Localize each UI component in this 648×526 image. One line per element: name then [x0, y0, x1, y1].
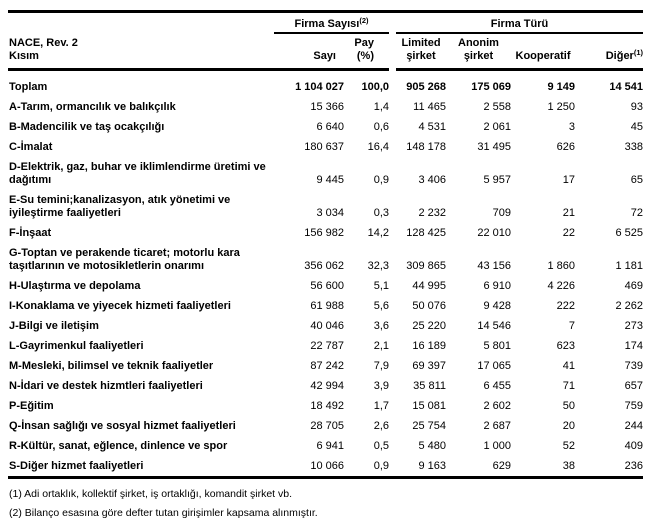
cell-value: 71 — [562, 380, 575, 392]
cell-value: 0,9 — [373, 174, 389, 186]
cell-value: 180 637 — [304, 141, 344, 153]
col-header-sayi: Sayı — [274, 33, 344, 70]
cell-value: 22 010 — [477, 227, 511, 239]
row-label: F-İnşaat — [9, 227, 52, 239]
cell-value: 1 000 — [483, 440, 511, 452]
row-label: Toplam — [9, 81, 48, 93]
table-body — [8, 70, 643, 478]
col-header-kooperatif: Kooperatif — [511, 33, 575, 70]
column-gap — [389, 396, 396, 416]
cell-value: 5 480 — [418, 440, 446, 452]
column-gap — [389, 97, 396, 117]
cell-value: 409 — [624, 440, 644, 452]
footnote-2: (2) Bilanço esasına göre defter tutan girişimler kapsama alınmıştır. — [9, 507, 318, 519]
cell-value: 626 — [556, 141, 575, 153]
col-header-pay — [344, 33, 389, 70]
cell-value: 17 — [562, 174, 575, 186]
cell-value: 905 268 — [406, 81, 446, 93]
row-label: N-İdari ve destek hizmtleri faaliyetleri — [9, 380, 203, 392]
cell-value: 7 — [568, 320, 575, 332]
cell-value: 87 242 — [310, 360, 344, 372]
pay-header-line1: Pay — [354, 37, 374, 49]
cell-value: 3,6 — [373, 320, 389, 332]
column-gap — [389, 336, 396, 356]
column-gap — [389, 456, 396, 478]
column-gap — [389, 70, 396, 98]
cell-value: 56 600 — [310, 280, 344, 292]
table-row — [8, 456, 643, 478]
table-header — [8, 12, 643, 70]
firm-count-group-label: Firma Sayısı — [294, 18, 360, 30]
pay-header-line2: (%) — [356, 50, 374, 62]
column-gap — [389, 276, 396, 296]
cell-value: 65 — [630, 174, 644, 186]
cell-value: 6 640 — [316, 121, 344, 133]
cell-value: 244 — [624, 420, 644, 432]
cell-value: 44 995 — [412, 280, 446, 292]
cell-value: 222 — [556, 300, 575, 312]
cell-value: 1,4 — [373, 101, 389, 113]
cell-value: 1 860 — [547, 260, 575, 272]
row-label: Q-İnsan sağlığı ve sosyal hizmet faaliyetleri — [9, 420, 236, 432]
cell-value: 18 492 — [310, 400, 344, 412]
row-label: C-İmalat — [9, 141, 53, 153]
cell-value: 72 — [630, 207, 644, 219]
cell-value: 156 982 — [304, 227, 344, 239]
limited-header-line2: şirket — [406, 50, 436, 62]
cell-value: 14 546 — [477, 320, 511, 332]
cell-value: 25 220 — [412, 320, 446, 332]
column-gap — [389, 137, 396, 157]
row-label: S-Diğer hizmet faaliyetleri — [9, 460, 144, 472]
cell-value: 469 — [624, 280, 644, 292]
table-row — [8, 436, 643, 456]
firm-statistics-table — [8, 10, 643, 479]
table-row — [8, 276, 643, 296]
cell-value: 45 — [630, 121, 644, 133]
row-label: A-Tarım, ormancılık ve balıkçılık — [9, 101, 176, 113]
cell-value: 61 988 — [310, 300, 344, 312]
cell-value: 15 366 — [310, 101, 344, 113]
cell-value: 273 — [624, 320, 644, 332]
cell-value: 623 — [556, 340, 575, 352]
cell-value: 93 — [630, 101, 644, 113]
column-gap — [389, 190, 396, 223]
table-row — [8, 416, 643, 436]
row-label: I-Konaklama ve yiyecek hizmeti faaliyetleri — [9, 300, 231, 312]
cell-value: 2 232 — [418, 207, 446, 219]
cell-value: 41 — [562, 360, 575, 372]
column-gap — [389, 436, 396, 456]
cell-value: 1 104 027 — [295, 81, 344, 93]
table-row — [8, 190, 643, 223]
cell-value: 148 178 — [406, 141, 446, 153]
cell-value: 5 957 — [483, 174, 511, 186]
row-label: M-Mesleki, bilimsel ve teknik faaliyetler — [9, 360, 214, 372]
cell-value: 15 081 — [412, 400, 446, 412]
anonim-header-line2: şirket — [463, 50, 494, 62]
row-label: P-Eğitim — [9, 400, 54, 412]
cell-value: 2 061 — [483, 121, 511, 133]
cell-value: 759 — [624, 400, 644, 412]
cell-value: 2 687 — [483, 420, 511, 432]
cell-value: 174 — [624, 340, 644, 352]
cell-value: 2 262 — [615, 300, 644, 312]
cell-value: 43 156 — [477, 260, 511, 272]
cell-value: 5 801 — [483, 340, 511, 352]
firm-type-group-header — [396, 12, 643, 34]
table-row — [8, 376, 643, 396]
footnotes — [9, 488, 648, 520]
column-gap — [389, 296, 396, 316]
col-header-anonim — [446, 33, 511, 70]
cell-value: 50 — [562, 400, 575, 412]
column-gap — [389, 223, 396, 243]
cell-value: 20 — [562, 420, 575, 432]
firm-type-group-label: Firma Türü — [490, 18, 549, 30]
nace-header-line1: NACE, Rev. 2 — [9, 37, 78, 49]
diger-header-label: Diğer — [605, 50, 634, 62]
row-label: R-Kültür, sanat, eğlence, dinlence ve spor — [9, 440, 228, 452]
column-gap — [389, 243, 396, 276]
cell-value: 3 034 — [316, 207, 344, 219]
cell-value: 657 — [624, 380, 644, 392]
row-label: L-Gayrimenkul faaliyetleri — [9, 340, 144, 352]
row-label: D-Elektrik, gaz, buhar ve iklimlendirme üretimi ve dağıtımı — [9, 161, 266, 186]
cell-value: 28 705 — [310, 420, 344, 432]
limited-header-line1: Limited — [401, 37, 441, 49]
cell-value: 5,6 — [373, 300, 389, 312]
cell-value: 6 910 — [483, 280, 511, 292]
nace-section-header — [8, 12, 274, 70]
nace-header-line2: Kısım — [9, 50, 39, 62]
cell-value: 40 046 — [310, 320, 344, 332]
col-header-diger — [575, 33, 643, 70]
anonim-header-line1: Anonim — [458, 37, 499, 49]
firm-count-group-header — [274, 12, 389, 34]
cell-value: 175 069 — [471, 81, 511, 93]
cell-value: 69 397 — [412, 360, 446, 372]
table-row — [8, 157, 643, 190]
diger-footnote-marker: (1) — [633, 48, 644, 57]
table-row — [8, 243, 643, 276]
cell-value: 22 — [562, 227, 575, 239]
cell-value: 0,9 — [373, 460, 389, 472]
table-row — [8, 396, 643, 416]
firm-count-footnote-marker: (2) — [359, 16, 369, 25]
cell-value: 50 076 — [412, 300, 446, 312]
cell-value: 739 — [624, 360, 644, 372]
cell-value: 6 941 — [316, 440, 344, 452]
row-label: B-Madencilik ve taş ocakçılığı — [9, 121, 165, 133]
cell-value: 35 811 — [413, 380, 446, 392]
cell-value: 629 — [492, 460, 511, 472]
column-gap — [389, 117, 396, 137]
cell-value: 31 495 — [477, 141, 511, 153]
column-gap — [389, 416, 396, 436]
cell-value: 709 — [492, 207, 511, 219]
cell-value: 1 250 — [547, 101, 575, 113]
cell-value: 1 181 — [615, 260, 644, 272]
table-row — [8, 137, 643, 157]
group-header-row — [8, 12, 643, 34]
cell-value: 4 531 — [418, 121, 446, 133]
total-row — [8, 70, 643, 98]
cell-value: 9 428 — [483, 300, 511, 312]
row-label: H-Ulaştırma ve depolama — [9, 280, 141, 292]
cell-value: 6 525 — [615, 227, 644, 239]
cell-value: 6 455 — [483, 380, 511, 392]
cell-value: 1,7 — [373, 400, 389, 412]
cell-value: 2 602 — [483, 400, 511, 412]
column-gap — [389, 157, 396, 190]
cell-value: 2,6 — [373, 420, 389, 432]
cell-value: 309 865 — [406, 260, 446, 272]
cell-value: 0,3 — [373, 207, 389, 219]
cell-value: 42 994 — [310, 380, 344, 392]
cell-value: 10 066 — [310, 460, 344, 472]
row-label: G-Toptan ve perakende ticaret; motorlu kara taşıtlarının ve motosikletlerin onarımı — [9, 247, 240, 272]
cell-value: 7,9 — [373, 360, 389, 372]
footnote-1: (1) Adi ortaklık, kollektif şirket, iş ortaklığı, komandit şirket vb. — [9, 488, 293, 500]
cell-value: 3,9 — [373, 380, 389, 392]
col-header-limited — [396, 33, 446, 70]
table-row — [8, 316, 643, 336]
column-gap — [389, 356, 396, 376]
cell-value: 38 — [562, 460, 575, 472]
cell-value: 9 163 — [418, 460, 446, 472]
cell-value: 32,3 — [367, 260, 389, 272]
column-gap — [389, 316, 396, 336]
table-row — [8, 336, 643, 356]
cell-value: 21 — [562, 207, 575, 219]
cell-value: 52 — [562, 440, 575, 452]
table-row — [8, 97, 643, 117]
cell-value: 338 — [624, 141, 644, 153]
cell-value: 236 — [624, 460, 644, 472]
cell-value: 16 189 — [412, 340, 446, 352]
column-gap — [389, 12, 396, 70]
cell-value: 3 — [568, 121, 575, 133]
column-gap — [389, 376, 396, 396]
cell-value: 11 465 — [413, 101, 446, 113]
cell-value: 16,4 — [367, 141, 389, 153]
cell-value: 9 149 — [547, 81, 575, 93]
cell-value: 3 406 — [418, 174, 446, 186]
cell-value: 128 425 — [406, 227, 446, 239]
table-row — [8, 117, 643, 137]
cell-value: 356 062 — [304, 260, 344, 272]
cell-value: 0,6 — [373, 121, 389, 133]
cell-value: 0,5 — [373, 440, 389, 452]
table-row — [8, 223, 643, 243]
cell-value: 9 445 — [316, 174, 344, 186]
cell-value: 2,1 — [373, 340, 389, 352]
table-row — [8, 356, 643, 376]
cell-value: 5,1 — [373, 280, 389, 292]
cell-value: 25 754 — [412, 420, 446, 432]
cell-value: 14 541 — [609, 81, 644, 93]
table-row — [8, 296, 643, 316]
row-label: E-Su temini;kanalizasyon, atık yönetimi ve iyileştirme faaliyetleri — [9, 194, 231, 219]
cell-value: 14,2 — [367, 227, 389, 239]
cell-value: 17 065 — [477, 360, 511, 372]
cell-value: 4 226 — [547, 280, 575, 292]
cell-value: 22 787 — [310, 340, 344, 352]
row-label: J-Bilgi ve iletişim — [9, 320, 99, 332]
cell-value: 2 558 — [483, 101, 511, 113]
cell-value: 100,0 — [361, 81, 389, 93]
